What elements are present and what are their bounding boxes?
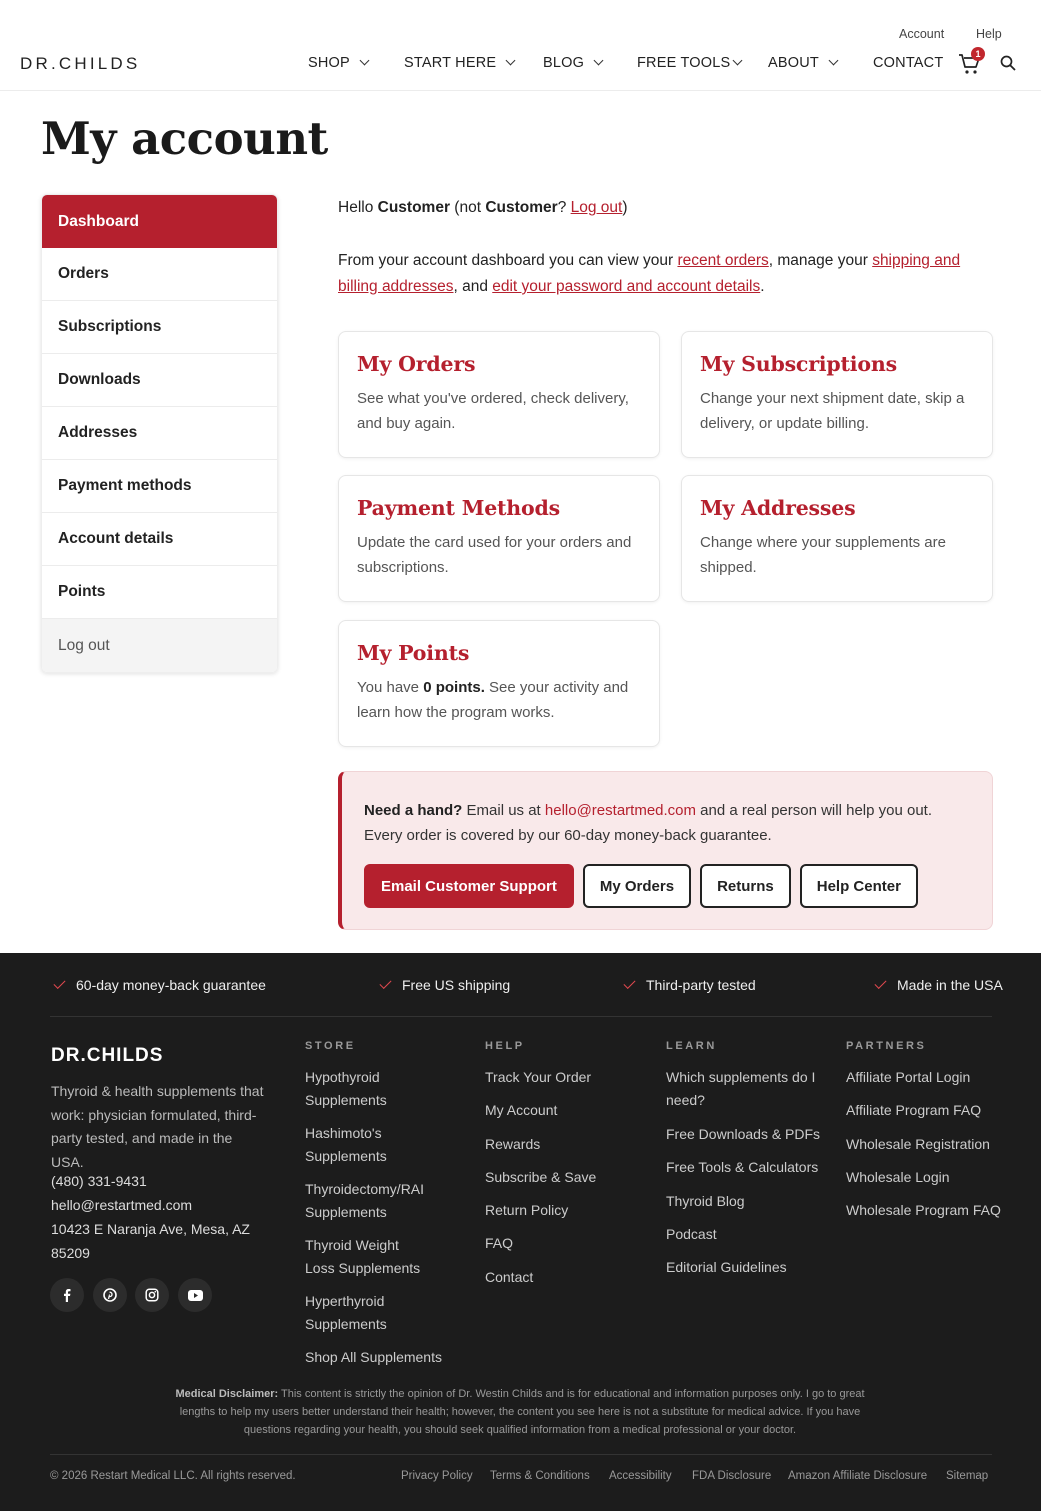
nav-start-here[interactable] xyxy=(404,55,514,71)
disclaimer-label: Medical Disclaimer: xyxy=(175,1388,279,1400)
card-text: Change where your supplements are shipped. xyxy=(700,534,946,576)
sidebar-item-points[interactable]: Points xyxy=(42,566,277,619)
intro-text-3: , and xyxy=(453,278,493,295)
nav-start-here-label: START HERE xyxy=(404,55,497,71)
card-text: See what you've ordered, check delivery, and buy again. xyxy=(357,390,629,432)
footer-link[interactable]: Wholesale Login xyxy=(846,1168,950,1185)
email-support-button[interactable]: Email Customer Support xyxy=(364,864,574,908)
recent-orders-link[interactable]: recent orders xyxy=(677,252,769,269)
intro-text-2: , manage your xyxy=(768,252,873,269)
footer-col-store-heading: STORE xyxy=(305,1040,356,1052)
card-title: My Addresses xyxy=(700,496,856,520)
sidebar-item-subscriptions[interactable]: Subscriptions xyxy=(42,301,277,354)
account-sidebar xyxy=(41,194,278,673)
footer-col-store xyxy=(305,1066,442,1369)
help-callout xyxy=(338,771,993,930)
card-title: My Orders xyxy=(357,352,476,376)
site-logo[interactable]: DR.CHILDS xyxy=(20,54,141,73)
card-my-points[interactable] xyxy=(338,620,660,747)
greeting-not: (not xyxy=(450,199,486,216)
util-link-help[interactable]: Help xyxy=(976,27,1002,41)
medical-disclaimer xyxy=(165,1385,875,1439)
greeting-logout-link[interactable]: Log out xyxy=(570,199,623,216)
chevron-down-icon xyxy=(829,56,839,66)
footer-link[interactable]: Track Your Order xyxy=(485,1069,592,1085)
greeting-name-2: Customer xyxy=(485,199,558,216)
copyright: © 2026 Restart Medical LLC. All rights reserved. xyxy=(50,1470,296,1482)
footer-col-help-heading: HELP xyxy=(485,1040,525,1052)
instagram-icon[interactable] xyxy=(135,1278,169,1312)
facebook-icon[interactable] xyxy=(50,1278,84,1312)
legal-link-terms[interactable]: Terms & Conditions xyxy=(490,1470,590,1482)
footer-link[interactable]: Podcast xyxy=(666,1225,717,1242)
help-text-1: Email us at xyxy=(462,802,545,819)
footer-col-learn-heading: LEARN xyxy=(666,1040,717,1052)
nav-contact[interactable] xyxy=(873,55,943,71)
help-lead: Need a hand? xyxy=(364,802,463,819)
site-footer xyxy=(0,953,1041,1511)
trust-item xyxy=(875,977,1003,993)
account-details-link[interactable]: edit your password and account details xyxy=(492,278,761,295)
help-center-button[interactable]: Help Center xyxy=(800,864,918,908)
footer-link[interactable]: Thyroid Weight Loss Supplements xyxy=(305,1237,421,1276)
footer-phone[interactable]: (480) 331-9431 xyxy=(51,1173,147,1189)
util-link-account[interactable]: Account xyxy=(899,27,945,41)
search-icon[interactable] xyxy=(1000,55,1016,71)
card-my-subscriptions[interactable] xyxy=(681,331,993,458)
footer-link[interactable]: Thyroid Blog xyxy=(666,1192,745,1209)
footer-address-line-2: 85209 xyxy=(51,1245,90,1261)
footer-link[interactable]: Hypothyroid Supplements xyxy=(305,1069,387,1108)
greeting-close: ) xyxy=(622,199,628,216)
footer-link[interactable]: My Account xyxy=(485,1102,558,1119)
check-icon xyxy=(623,977,635,989)
chevron-down-icon xyxy=(359,56,369,66)
greeting-hello: Hello xyxy=(338,199,378,216)
card-my-addresses[interactable] xyxy=(681,475,993,602)
my-orders-button[interactable]: My Orders xyxy=(583,864,691,908)
points-pre: You have xyxy=(357,679,424,696)
footer-divider xyxy=(50,1016,992,1017)
footer-link[interactable]: Shop All Supplements xyxy=(305,1349,442,1365)
pinterest-icon[interactable] xyxy=(93,1278,127,1312)
footer-link[interactable]: Wholesale Program FAQ xyxy=(846,1202,1001,1219)
trust-item xyxy=(380,977,510,993)
sidebar-item-logout[interactable]: Log out xyxy=(42,619,277,672)
check-icon xyxy=(53,977,65,989)
page-title: My account xyxy=(41,112,328,165)
cart-count-badge: 1 xyxy=(971,47,985,61)
card-title: My Subscriptions xyxy=(700,352,897,376)
footer-logo[interactable]: DR.CHILDS xyxy=(51,1045,164,1066)
card-text xyxy=(357,675,641,725)
footer-col-help xyxy=(485,1066,596,1299)
legal-link-sitemap[interactable]: Sitemap xyxy=(946,1470,989,1482)
footer-col-partners xyxy=(846,1066,1001,1232)
disclaimer-text: This content is strictly the opinion of Dr. Westin Childs and is for educational and information purposes only. I go to great lengths to help my users better understand their health; however, the content you see here is not a substitute for medical advice. If you have questions regarding your health, you should seek qualified information from a medical professional or your doctor. xyxy=(179,1388,865,1436)
footer-link[interactable]: Which supplements do I need? xyxy=(666,1069,816,1108)
intro-text-1: From your account dashboard you can view your xyxy=(338,252,678,269)
greeting xyxy=(338,199,628,217)
sidebar-item-account-details[interactable]: Account details xyxy=(42,513,277,566)
nav-free-tools-label: FREE TOOLS xyxy=(637,55,731,71)
nav-shop[interactable] xyxy=(308,55,368,71)
dashboard-intro xyxy=(338,248,998,300)
footer-link[interactable]: Contact xyxy=(485,1268,534,1285)
chevron-down-icon xyxy=(594,56,604,66)
footer-link[interactable]: Editorial Guidelines xyxy=(666,1259,787,1276)
help-buttons xyxy=(364,864,918,908)
trust-item xyxy=(54,977,266,993)
footer-address-line-1: 10423 E Naranja Ave, Mesa, AZ xyxy=(51,1221,250,1237)
trust-label: Free US shipping xyxy=(402,977,511,993)
sidebar-item-orders[interactable]: Orders xyxy=(42,248,277,301)
card-text: Change your next shipment date, skip a delivery, or update billing. xyxy=(700,390,965,432)
card-title: Payment Methods xyxy=(357,496,560,520)
nav-contact-label: CONTACT xyxy=(873,55,944,71)
footer-link[interactable]: Return Policy xyxy=(485,1202,569,1219)
nav-shop-label: SHOP xyxy=(308,55,350,71)
footer-email[interactable]: hello@restartmed.com xyxy=(51,1197,193,1213)
card-text: Update the card used for your orders and subscriptions. xyxy=(357,534,632,576)
footer-col-learn xyxy=(666,1066,820,1289)
returns-button[interactable]: Returns xyxy=(700,864,791,908)
footer-link[interactable]: Free Downloads & PDFs xyxy=(666,1126,821,1142)
nav-about-label: ABOUT xyxy=(768,55,819,71)
footer-link[interactable]: Free Tools & Calculators xyxy=(666,1159,819,1176)
trust-label: Made in the USA xyxy=(897,977,1003,993)
footer-link[interactable]: Affiliate Portal Login xyxy=(846,1069,971,1085)
points-value: 0 points. xyxy=(423,679,485,696)
chevron-down-icon xyxy=(506,56,516,66)
footer-link[interactable]: Rewards xyxy=(485,1135,541,1152)
header-divider xyxy=(0,90,1041,91)
addresses-link[interactable]: shipping and billing addresses xyxy=(338,252,961,295)
help-text xyxy=(364,798,970,848)
footer-link[interactable]: Hashimoto's Supplements xyxy=(305,1125,387,1164)
footer-link[interactable]: Subscribe & Save xyxy=(485,1168,597,1185)
trust-label: 60-day money-back guarantee xyxy=(76,977,266,993)
legal-link-privacy[interactable]: Privacy Policy xyxy=(401,1470,473,1482)
chevron-down-icon xyxy=(733,56,743,66)
sidebar-item-payment-methods[interactable]: Payment methods xyxy=(42,460,277,513)
footer-link[interactable]: Affiliate Program FAQ xyxy=(846,1102,982,1119)
intro-text-4: . xyxy=(760,278,765,295)
footer-link[interactable]: Wholesale Registration xyxy=(846,1135,990,1152)
youtube-icon[interactable] xyxy=(178,1278,212,1312)
legal-link-accessibility[interactable]: Accessibility xyxy=(609,1470,672,1482)
sidebar-item-addresses[interactable]: Addresses xyxy=(42,407,277,460)
check-icon xyxy=(379,977,391,989)
greeting-name: Customer xyxy=(377,199,450,216)
sidebar-item-downloads[interactable]: Downloads xyxy=(42,354,277,407)
sidebar-item-dashboard[interactable]: Dashboard xyxy=(42,195,277,248)
nav-about[interactable] xyxy=(768,55,837,71)
trust-item xyxy=(624,977,756,993)
help-email-link[interactable]: hello@restartmed.com xyxy=(544,802,697,819)
points-post: See your activity and learn how the program works. xyxy=(357,679,629,721)
legal-link-amazon[interactable]: Amazon Affiliate Disclosure xyxy=(788,1470,928,1482)
check-icon xyxy=(874,977,886,989)
nav-blog[interactable] xyxy=(543,55,602,71)
legal-link-fda[interactable]: FDA Disclosure xyxy=(692,1470,772,1482)
footer-link[interactable]: Hyperthyroid Supplements xyxy=(305,1293,387,1332)
card-payment-methods[interactable] xyxy=(338,475,660,602)
footer-bottom-divider xyxy=(50,1454,992,1455)
footer-col-partners-heading: PARTNERS xyxy=(846,1040,927,1052)
nav-blog-label: BLOG xyxy=(543,55,585,71)
footer-about: Thyroid & health supplements that work: physician formulated, third-party tested, and made in the USA. xyxy=(51,1083,264,1170)
card-title: My Points xyxy=(357,641,470,665)
trust-label: Third-party tested xyxy=(646,977,756,993)
card-my-orders[interactable] xyxy=(338,331,660,458)
greeting-q: ? xyxy=(557,199,571,216)
footer-link[interactable]: FAQ xyxy=(485,1235,514,1252)
nav-free-tools[interactable] xyxy=(637,55,741,71)
footer-link[interactable]: Thyroidectomy/RAI Supplements xyxy=(305,1181,425,1220)
help-text-2: and a real person will help you out. Every order is covered by our 60-day money-back guarantee. xyxy=(364,802,932,844)
footer-contact xyxy=(51,1169,250,1265)
